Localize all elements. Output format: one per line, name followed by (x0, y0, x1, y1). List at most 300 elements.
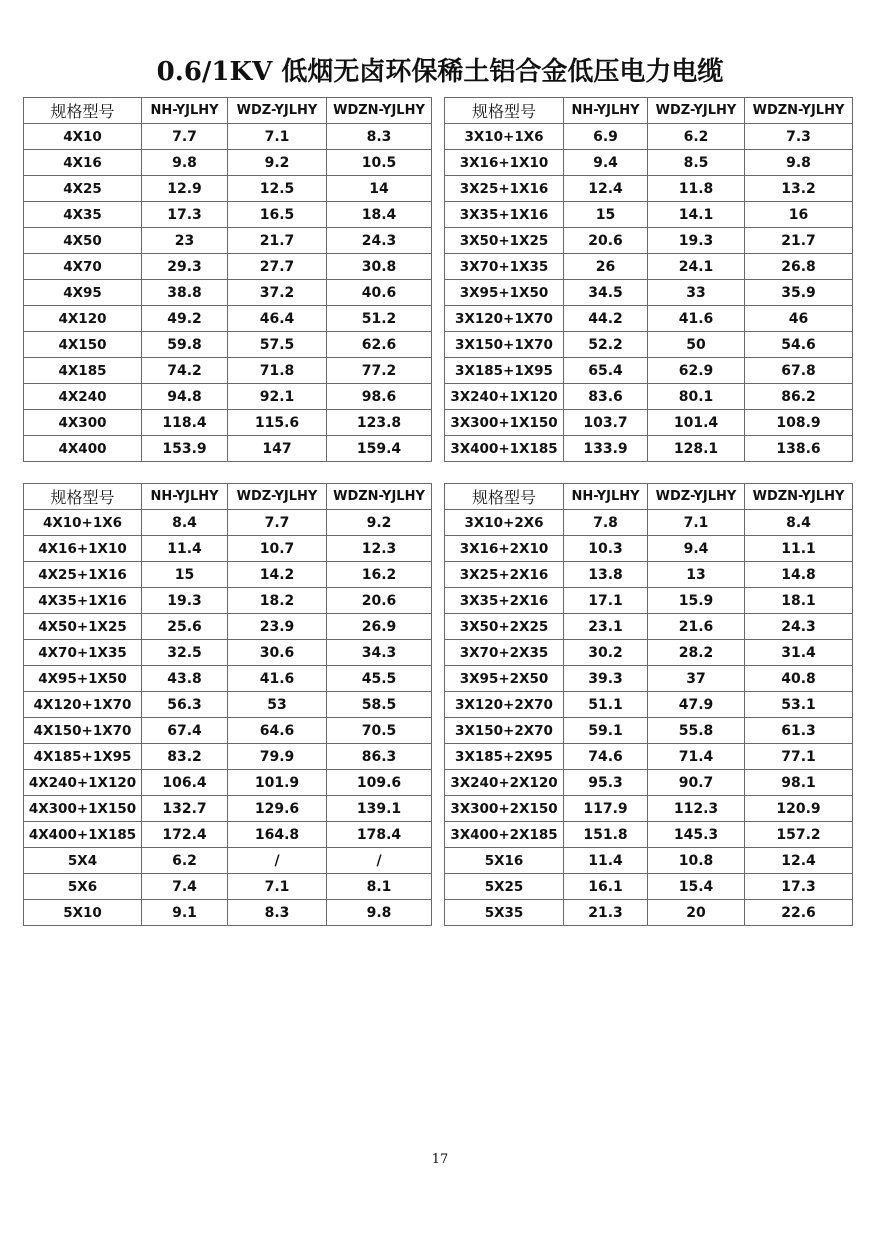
table-row (24, 692, 432, 718)
table-body (445, 124, 853, 462)
value-cell: 151.8 (564, 822, 648, 848)
spec-cell: 3X16+2X10 (445, 536, 564, 562)
value-cell: 21.6 (648, 614, 745, 640)
table-row (24, 822, 432, 848)
table-body (24, 510, 432, 926)
value-cell: 120.9 (745, 796, 853, 822)
value-cell: 95.3 (564, 770, 648, 796)
value-cell: 30.2 (564, 640, 648, 666)
value-cell: 147 (228, 436, 327, 462)
spec-cell: 4X300+1X150 (24, 796, 142, 822)
value-cell: 11.4 (142, 536, 228, 562)
value-cell: 71.4 (648, 744, 745, 770)
value-cell: 46.4 (228, 306, 327, 332)
value-cell: 56.3 (142, 692, 228, 718)
spec-cell: 4X185+1X95 (24, 744, 142, 770)
value-cell: 8.5 (648, 150, 745, 176)
table-header-row (445, 98, 853, 124)
value-cell: 52.2 (564, 332, 648, 358)
value-cell: 19.3 (142, 588, 228, 614)
spec-cell: 3X240+1X120 (445, 384, 564, 410)
value-cell: 7.1 (228, 124, 327, 150)
table-row (24, 900, 432, 926)
value-cell: 40.6 (327, 280, 432, 306)
value-cell: 21.7 (228, 228, 327, 254)
table-row (24, 588, 432, 614)
spec-cell: 4X16 (24, 150, 142, 176)
value-cell: 178.4 (327, 822, 432, 848)
value-cell: 7.7 (228, 510, 327, 536)
spec-cell: 4X400+1X185 (24, 822, 142, 848)
value-cell: 17.1 (564, 588, 648, 614)
value-cell: 9.1 (142, 900, 228, 926)
spec-cell: 3X35+2X16 (445, 588, 564, 614)
value-cell: 37 (648, 666, 745, 692)
table-row (24, 436, 432, 462)
value-cell: 26 (564, 254, 648, 280)
table-row (445, 874, 853, 900)
spec-cell: 3X185+1X95 (445, 358, 564, 384)
value-cell: 8.3 (228, 900, 327, 926)
column-header-model: WDZN-YJLHY (745, 484, 853, 510)
value-cell: 24.1 (648, 254, 745, 280)
spec-cell: 3X400+2X185 (445, 822, 564, 848)
spec-cell: 5X35 (445, 900, 564, 926)
table-row (445, 510, 853, 536)
value-cell: 18.1 (745, 588, 853, 614)
spec-cell: 4X25+1X16 (24, 562, 142, 588)
value-cell: 67.4 (142, 718, 228, 744)
value-cell: 64.6 (228, 718, 327, 744)
column-header-model: WDZN-YJLHY (327, 484, 432, 510)
value-cell: 83.6 (564, 384, 648, 410)
value-cell: 117.9 (564, 796, 648, 822)
column-header-spec: 规格型号 (24, 484, 142, 510)
value-cell: 7.3 (745, 124, 853, 150)
value-cell: 20 (648, 900, 745, 926)
spec-cell: 4X300 (24, 410, 142, 436)
value-cell: 123.8 (327, 410, 432, 436)
value-cell: / (327, 848, 432, 874)
spec-cell: 4X185 (24, 358, 142, 384)
value-cell: 9.2 (327, 510, 432, 536)
spec-cell: 4X16+1X10 (24, 536, 142, 562)
value-cell: 14.2 (228, 562, 327, 588)
value-cell: 16 (745, 202, 853, 228)
value-cell: 21.3 (564, 900, 648, 926)
table-row (445, 436, 853, 462)
value-cell: 9.8 (142, 150, 228, 176)
spec-cell: 5X25 (445, 874, 564, 900)
value-cell: 20.6 (327, 588, 432, 614)
value-cell: 24.3 (327, 228, 432, 254)
table-row (24, 176, 432, 202)
table-row (445, 770, 853, 796)
table-header-row (445, 484, 853, 510)
value-cell: 16.2 (327, 562, 432, 588)
value-cell: 34.5 (564, 280, 648, 306)
value-cell: 98.1 (745, 770, 853, 796)
value-cell: 7.8 (564, 510, 648, 536)
spec-cell: 4X35 (24, 202, 142, 228)
value-cell: 53.1 (745, 692, 853, 718)
value-cell: 8.1 (327, 874, 432, 900)
value-cell: 18.4 (327, 202, 432, 228)
spec-cell: 4X25 (24, 176, 142, 202)
value-cell: 30.6 (228, 640, 327, 666)
table-row (24, 770, 432, 796)
spec-cell: 3X120+2X70 (445, 692, 564, 718)
table-row (24, 254, 432, 280)
column-header-model: WDZN-YJLHY (745, 98, 853, 124)
value-cell: 86.2 (745, 384, 853, 410)
value-cell: 70.5 (327, 718, 432, 744)
spec-cell: 4X240 (24, 384, 142, 410)
value-cell: 27.7 (228, 254, 327, 280)
value-cell: 11.1 (745, 536, 853, 562)
spec-cell: 4X150+1X70 (24, 718, 142, 744)
spec-cell: 3X95+2X50 (445, 666, 564, 692)
value-cell: 24.3 (745, 614, 853, 640)
value-cell: 115.6 (228, 410, 327, 436)
value-cell: 19.3 (648, 228, 745, 254)
value-cell: 67.8 (745, 358, 853, 384)
value-cell: 55.8 (648, 718, 745, 744)
value-cell: 164.8 (228, 822, 327, 848)
value-cell: 101.9 (228, 770, 327, 796)
table-row (24, 384, 432, 410)
table-body (445, 510, 853, 926)
value-cell: 11.4 (564, 848, 648, 874)
value-cell: 25.6 (142, 614, 228, 640)
table-row (445, 562, 853, 588)
spec-cell: 4X95+1X50 (24, 666, 142, 692)
table-header-row (24, 484, 432, 510)
value-cell: 109.6 (327, 770, 432, 796)
table-row (445, 796, 853, 822)
spec-cell: 3X50+1X25 (445, 228, 564, 254)
table-row (24, 640, 432, 666)
value-cell: 145.3 (648, 822, 745, 848)
table-row (24, 666, 432, 692)
spec-cell: 4X150 (24, 332, 142, 358)
column-header-model: WDZN-YJLHY (327, 98, 432, 124)
table-row (445, 666, 853, 692)
table-row (445, 410, 853, 436)
value-cell: 51.2 (327, 306, 432, 332)
table-row (445, 692, 853, 718)
spec-cell: 3X150+2X70 (445, 718, 564, 744)
value-cell: 13.2 (745, 176, 853, 202)
table-row (24, 228, 432, 254)
value-cell: 9.2 (228, 150, 327, 176)
table-row (24, 280, 432, 306)
value-cell: 23 (142, 228, 228, 254)
value-cell: 106.4 (142, 770, 228, 796)
value-cell: 172.4 (142, 822, 228, 848)
spec-cell: 3X120+1X70 (445, 306, 564, 332)
value-cell: 74.6 (564, 744, 648, 770)
value-cell: 15 (564, 202, 648, 228)
table-row (24, 536, 432, 562)
value-cell: 41.6 (228, 666, 327, 692)
spec-cell: 4X120+1X70 (24, 692, 142, 718)
spec-cell: 3X25+1X16 (445, 176, 564, 202)
spec-cell: 4X10+1X6 (24, 510, 142, 536)
value-cell: 46 (745, 306, 853, 332)
value-cell: 74.2 (142, 358, 228, 384)
value-cell: 29.3 (142, 254, 228, 280)
value-cell: 7.7 (142, 124, 228, 150)
table-row (445, 280, 853, 306)
table-row (445, 848, 853, 874)
spec-cell: 5X6 (24, 874, 142, 900)
table-row (445, 822, 853, 848)
value-cell: 6.2 (142, 848, 228, 874)
value-cell: 138.6 (745, 436, 853, 462)
value-cell: 57.5 (228, 332, 327, 358)
spec-cell: 3X50+2X25 (445, 614, 564, 640)
column-header-model: NH-YJLHY (142, 98, 228, 124)
table-row (445, 202, 853, 228)
value-cell: 47.9 (648, 692, 745, 718)
value-cell: 61.3 (745, 718, 853, 744)
value-cell: 129.6 (228, 796, 327, 822)
table-row (445, 718, 853, 744)
value-cell: 32.5 (142, 640, 228, 666)
value-cell: 80.1 (648, 384, 745, 410)
spec-cell: 4X400 (24, 436, 142, 462)
value-cell: 58.5 (327, 692, 432, 718)
table-row (24, 306, 432, 332)
value-cell: 65.4 (564, 358, 648, 384)
value-cell: 16.5 (228, 202, 327, 228)
table-row (445, 900, 853, 926)
value-cell: 128.1 (648, 436, 745, 462)
table-row (24, 718, 432, 744)
value-cell: 38.8 (142, 280, 228, 306)
value-cell: 20.6 (564, 228, 648, 254)
value-cell: 14.8 (745, 562, 853, 588)
value-cell: 79.9 (228, 744, 327, 770)
value-cell: 90.7 (648, 770, 745, 796)
spec-table-4-plus-1-and-5-core (23, 483, 432, 926)
spec-cell: 3X70+2X35 (445, 640, 564, 666)
value-cell: 118.4 (142, 410, 228, 436)
value-cell: 23.9 (228, 614, 327, 640)
spec-cell: 3X150+1X70 (445, 332, 564, 358)
table-row (445, 254, 853, 280)
spec-cell: 3X400+1X185 (445, 436, 564, 462)
value-cell: 108.9 (745, 410, 853, 436)
value-cell: 6.2 (648, 124, 745, 150)
value-cell: 16.1 (564, 874, 648, 900)
value-cell: 23.1 (564, 614, 648, 640)
value-cell: 59.8 (142, 332, 228, 358)
table-row (24, 848, 432, 874)
value-cell: 13.8 (564, 562, 648, 588)
table-row (24, 150, 432, 176)
spec-cell: 5X4 (24, 848, 142, 874)
column-header-model: NH-YJLHY (142, 484, 228, 510)
value-cell: 35.9 (745, 280, 853, 306)
value-cell: 30.8 (327, 254, 432, 280)
column-header-spec: 规格型号 (445, 484, 564, 510)
value-cell: 50 (648, 332, 745, 358)
value-cell: 13 (648, 562, 745, 588)
table-row (24, 510, 432, 536)
spec-cell: 4X120 (24, 306, 142, 332)
value-cell: 34.3 (327, 640, 432, 666)
value-cell: 12.4 (564, 176, 648, 202)
value-cell: 153.9 (142, 436, 228, 462)
value-cell: 10.7 (228, 536, 327, 562)
column-header-model: NH-YJLHY (564, 98, 648, 124)
value-cell: 12.5 (228, 176, 327, 202)
value-cell: 77.1 (745, 744, 853, 770)
value-cell: 17.3 (142, 202, 228, 228)
value-cell: 8.4 (142, 510, 228, 536)
spec-cell: 4X50 (24, 228, 142, 254)
spec-cell: 3X35+1X16 (445, 202, 564, 228)
table-header-row (24, 98, 432, 124)
value-cell: 31.4 (745, 640, 853, 666)
value-cell: 157.2 (745, 822, 853, 848)
value-cell: 54.6 (745, 332, 853, 358)
table-row (445, 332, 853, 358)
value-cell: 15 (142, 562, 228, 588)
value-cell: 59.1 (564, 718, 648, 744)
table-row (445, 358, 853, 384)
column-header-model: NH-YJLHY (564, 484, 648, 510)
value-cell: 83.2 (142, 744, 228, 770)
column-header-spec: 规格型号 (445, 98, 564, 124)
table-row (445, 228, 853, 254)
value-cell: 132.7 (142, 796, 228, 822)
value-cell: 26.9 (327, 614, 432, 640)
value-cell: 14.1 (648, 202, 745, 228)
value-cell: 37.2 (228, 280, 327, 306)
value-cell: 45.5 (327, 666, 432, 692)
value-cell: 49.2 (142, 306, 228, 332)
value-cell: 9.8 (327, 900, 432, 926)
value-cell: 51.1 (564, 692, 648, 718)
spec-cell: 3X25+2X16 (445, 562, 564, 588)
table-row (445, 176, 853, 202)
value-cell: 10.8 (648, 848, 745, 874)
value-cell: 6.9 (564, 124, 648, 150)
value-cell: 11.8 (648, 176, 745, 202)
table-row (445, 150, 853, 176)
spec-cell: 5X10 (24, 900, 142, 926)
value-cell: / (228, 848, 327, 874)
value-cell: 41.6 (648, 306, 745, 332)
value-cell: 92.1 (228, 384, 327, 410)
value-cell: 39.3 (564, 666, 648, 692)
spec-cell: 4X35+1X16 (24, 588, 142, 614)
value-cell: 112.3 (648, 796, 745, 822)
value-cell: 7.1 (648, 510, 745, 536)
value-cell: 77.2 (327, 358, 432, 384)
table-row (24, 202, 432, 228)
spec-cell: 3X300+2X150 (445, 796, 564, 822)
value-cell: 94.8 (142, 384, 228, 410)
value-cell: 53 (228, 692, 327, 718)
spec-cell: 4X70 (24, 254, 142, 280)
value-cell: 101.4 (648, 410, 745, 436)
value-cell: 22.6 (745, 900, 853, 926)
value-cell: 26.8 (745, 254, 853, 280)
table-row (445, 384, 853, 410)
table-row (445, 124, 853, 150)
value-cell: 28.2 (648, 640, 745, 666)
column-header-model: WDZ-YJLHY (228, 98, 327, 124)
column-header-model: WDZ-YJLHY (228, 484, 327, 510)
table-row (445, 640, 853, 666)
value-cell: 15.4 (648, 874, 745, 900)
table-row (24, 358, 432, 384)
spec-cell: 4X70+1X35 (24, 640, 142, 666)
spec-cell: 4X95 (24, 280, 142, 306)
table-row (445, 744, 853, 770)
column-header-model: WDZ-YJLHY (648, 484, 745, 510)
table-row (445, 588, 853, 614)
value-cell: 62.9 (648, 358, 745, 384)
table-row (24, 332, 432, 358)
value-cell: 103.7 (564, 410, 648, 436)
spec-cell: 3X70+1X35 (445, 254, 564, 280)
spec-cell: 3X16+1X10 (445, 150, 564, 176)
value-cell: 86.3 (327, 744, 432, 770)
spec-cell: 3X240+2X120 (445, 770, 564, 796)
value-cell: 12.3 (327, 536, 432, 562)
value-cell: 9.4 (648, 536, 745, 562)
table-row (24, 614, 432, 640)
table-row (24, 124, 432, 150)
value-cell: 15.9 (648, 588, 745, 614)
value-cell: 14 (327, 176, 432, 202)
page-number: 17 (431, 1152, 449, 1167)
table-row (445, 614, 853, 640)
page-title: 0.6/1KV 低烟无卤环保稀土铝合金低压电力电缆 (156, 57, 724, 87)
spec-cell: 3X300+1X150 (445, 410, 564, 436)
table-row (24, 562, 432, 588)
value-cell: 139.1 (327, 796, 432, 822)
table-row (24, 874, 432, 900)
value-cell: 10.5 (327, 150, 432, 176)
value-cell: 71.8 (228, 358, 327, 384)
spec-cell: 3X10+1X6 (445, 124, 564, 150)
table-row (24, 796, 432, 822)
spec-cell: 4X240+1X120 (24, 770, 142, 796)
spec-table-4-core (23, 97, 432, 462)
table-row (24, 410, 432, 436)
value-cell: 43.8 (142, 666, 228, 692)
column-header-spec: 规格型号 (24, 98, 142, 124)
spec-cell: 4X50+1X25 (24, 614, 142, 640)
spec-table-3-plus-2-and-5-core (444, 483, 853, 926)
value-cell: 12.9 (142, 176, 228, 202)
value-cell: 10.3 (564, 536, 648, 562)
value-cell: 8.3 (327, 124, 432, 150)
value-cell: 17.3 (745, 874, 853, 900)
value-cell: 12.4 (745, 848, 853, 874)
spec-cell: 3X10+2X6 (445, 510, 564, 536)
table-row (445, 536, 853, 562)
value-cell: 98.6 (327, 384, 432, 410)
value-cell: 9.8 (745, 150, 853, 176)
value-cell: 8.4 (745, 510, 853, 536)
